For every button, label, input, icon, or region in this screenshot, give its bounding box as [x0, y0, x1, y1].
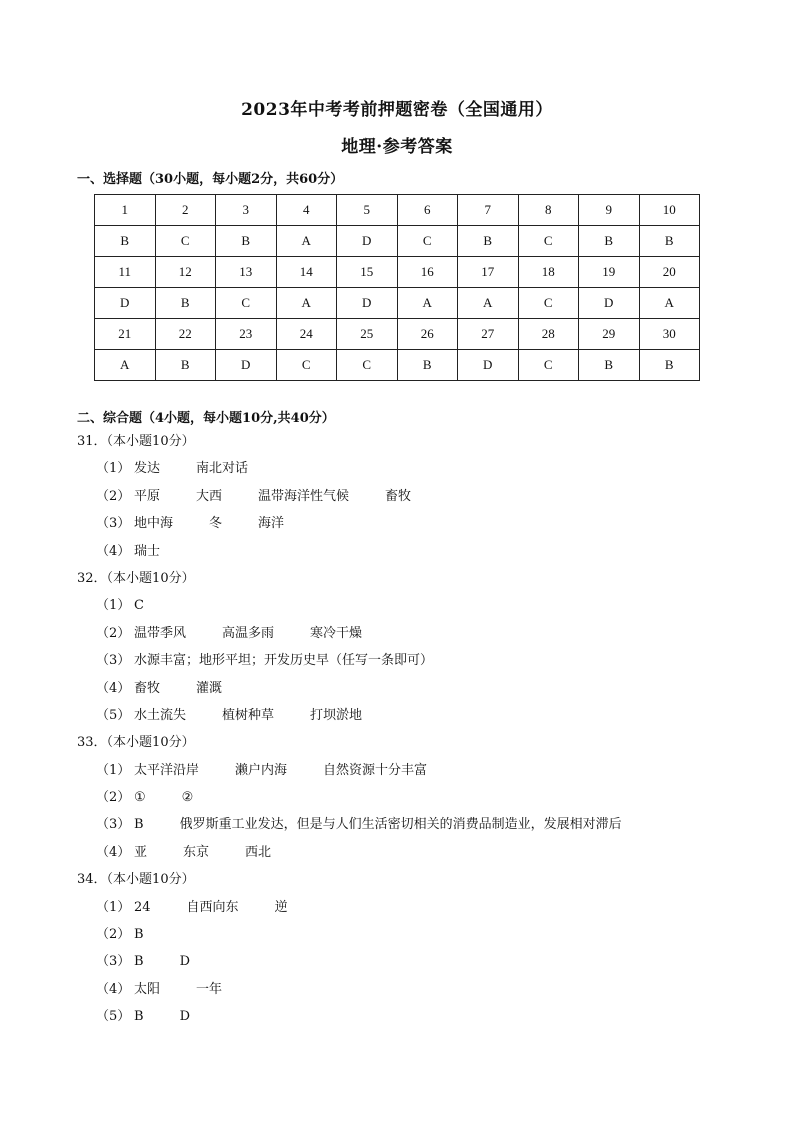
part-label: （2）: [96, 790, 131, 806]
question-number-cell: 3: [216, 195, 277, 226]
question-number-cell: 30: [639, 319, 700, 350]
answer-cell: B: [95, 226, 156, 257]
answer-cell: C: [518, 350, 579, 381]
answer-text: 畜牧: [134, 680, 161, 696]
answer-text: B: [134, 954, 144, 970]
answer-cell: B: [155, 350, 216, 381]
answer-cell: A: [397, 288, 458, 319]
part-label: （5）: [96, 1009, 131, 1025]
question-number-cell: 27: [458, 319, 519, 350]
answer-cell: B: [458, 226, 519, 257]
answer-text: 瑞士: [134, 543, 161, 559]
answer-line: [77, 789, 767, 816]
question-number-cell: 22: [155, 319, 216, 350]
answer-cell: C: [518, 226, 579, 257]
part-label: （1）: [96, 461, 131, 477]
answer-line: [77, 597, 767, 624]
question-number-cell: 6: [397, 195, 458, 226]
answer-text: 大西: [196, 488, 223, 504]
question-number-cell: 8: [518, 195, 579, 226]
answer-text: 水源丰富；地形平坦；开发历史早（任写一条即可）: [134, 653, 434, 669]
answer-text: 24: [134, 899, 151, 915]
answer-line: [77, 926, 767, 953]
question-number-cell: 14: [276, 257, 337, 288]
answer-cell: C: [276, 350, 337, 381]
question-heading: 33．（本小题10分）: [77, 735, 195, 751]
answer-line: [77, 543, 767, 570]
question-number-cell: 15: [337, 257, 398, 288]
question-number-cell: 17: [458, 257, 519, 288]
part-label: （1）: [96, 762, 131, 778]
answer-text: 俄罗斯重工业发达，但是与人们生活密切相关的消费品制造业，发展相对滞后: [179, 817, 622, 833]
answer-line: [77, 680, 767, 707]
question-number-cell: 25: [337, 319, 398, 350]
answer-text: 太平洋沿岸: [134, 762, 200, 778]
answer-cell: D: [579, 288, 640, 319]
answer-cell: B: [216, 226, 277, 257]
answer-text: D: [179, 1009, 190, 1025]
answer-line: [77, 652, 767, 679]
answer-cell: C: [337, 350, 398, 381]
answer-text: 寒冷干燥: [310, 625, 363, 641]
answer-text: C: [134, 598, 144, 614]
answer-cell: A: [95, 350, 156, 381]
part-label: （5）: [96, 707, 131, 723]
answer-cell: B: [579, 226, 640, 257]
part-label: （4）: [96, 844, 131, 860]
answer-line: [77, 625, 767, 652]
part-label: （3）: [96, 516, 131, 532]
answer-text: 太阳: [134, 981, 161, 997]
answer-cell: B: [639, 350, 700, 381]
answer-text: B: [134, 927, 144, 943]
answer-line: [77, 899, 767, 926]
answer-text: 发达: [134, 461, 161, 477]
answer-line: [77, 816, 767, 843]
question-number-cell: 29: [579, 319, 640, 350]
answer-text: 温带海洋性气候: [258, 488, 350, 504]
question-number-cell: 4: [276, 195, 337, 226]
question-number-row: [95, 257, 700, 288]
question-number-cell: 5: [337, 195, 398, 226]
answer-text: 西北: [245, 844, 272, 860]
answer-line: [77, 460, 767, 487]
part-label: （4）: [96, 680, 131, 696]
answer-text: 南北对话: [196, 461, 249, 477]
question-heading: 32．（本小题10分）: [77, 570, 195, 586]
part-label: （1）: [96, 598, 131, 614]
answer-cell: A: [276, 288, 337, 319]
answer-cell: D: [458, 350, 519, 381]
comprehensive-answers: [77, 433, 767, 1036]
answer-cell: C: [155, 226, 216, 257]
part-label: （3）: [96, 954, 131, 970]
section1-heading: 一、选择题（30小题，每小题2分，共60分）: [77, 172, 344, 187]
choice-answer-table: [94, 194, 700, 381]
part-label: （2）: [96, 927, 131, 943]
question-number-cell: 2: [155, 195, 216, 226]
answer-cell: D: [95, 288, 156, 319]
answer-text: 温带季风: [134, 625, 187, 641]
answer-text: 濑户内海: [235, 762, 288, 778]
question-number-cell: 19: [579, 257, 640, 288]
answer-line: [77, 953, 767, 980]
part-label: （4）: [96, 543, 131, 559]
answer-cell: A: [639, 288, 700, 319]
answer-cell: A: [458, 288, 519, 319]
answer-text: ①: [134, 790, 146, 806]
answer-text: 东京: [183, 844, 210, 860]
answer-text: 高温多雨: [222, 625, 275, 641]
answer-row: [95, 288, 700, 319]
answer-text: 打坝淤地: [310, 707, 363, 723]
question-number-cell: 16: [397, 257, 458, 288]
question-number-cell: 24: [276, 319, 337, 350]
question-heading: 34．（本小题10分）: [77, 872, 195, 888]
answer-text: 冬: [209, 516, 223, 532]
answer-line: [77, 515, 767, 542]
answer-text: 海洋: [258, 516, 285, 532]
question-number-cell: 11: [95, 257, 156, 288]
answer-line: [77, 844, 767, 871]
question-number-cell: 18: [518, 257, 579, 288]
section2-heading: 二、综合题（4小题，每小题10分,共40分）: [77, 411, 335, 426]
answer-cell: B: [639, 226, 700, 257]
answer-text: B: [134, 817, 144, 833]
answer-cell: D: [216, 350, 277, 381]
question-number-cell: 23: [216, 319, 277, 350]
answer-cell: C: [518, 288, 579, 319]
answer-line: [77, 488, 767, 515]
question-number-cell: 12: [155, 257, 216, 288]
answer-row: [95, 226, 700, 257]
part-label: （4）: [96, 981, 131, 997]
answer-text: 亚: [134, 844, 148, 860]
question-number-cell: 20: [639, 257, 700, 288]
answer-cell: C: [397, 226, 458, 257]
answer-row: [95, 350, 700, 381]
question-number-cell: 21: [95, 319, 156, 350]
answer-text: 平原: [134, 488, 161, 504]
question-number-row: [95, 319, 700, 350]
question-number-cell: 9: [579, 195, 640, 226]
answer-text: ②: [181, 790, 194, 806]
answer-cell: B: [579, 350, 640, 381]
answer-line: [77, 981, 767, 1008]
answer-cell: B: [155, 288, 216, 319]
part-label: （2）: [96, 625, 131, 641]
answer-text: 植树种草: [222, 707, 275, 723]
answer-text: 自然资源十分丰富: [323, 762, 428, 778]
question-heading: 31．（本小题10分）: [77, 434, 195, 449]
answer-text: D: [179, 954, 190, 970]
answer-text: B: [134, 1009, 144, 1025]
part-label: （1）: [96, 899, 131, 915]
answer-text: 地中海: [134, 516, 174, 532]
answer-cell: A: [276, 226, 337, 257]
question-number-cell: 1: [95, 195, 156, 226]
answer-line: [77, 762, 767, 789]
question-number-cell: 13: [216, 257, 277, 288]
answer-text: 一年: [196, 981, 223, 997]
answer-line: [77, 707, 767, 734]
answer-text: 水土流失: [134, 707, 187, 723]
question-number-cell: 26: [397, 319, 458, 350]
document-title: 2023年中考考前押题密卷（全国通用）: [241, 100, 553, 120]
question-number-cell: 7: [458, 195, 519, 226]
answer-text: 自西向东: [186, 899, 239, 915]
answer-cell: D: [337, 226, 398, 257]
document-subtitle: 地理·参考答案: [341, 137, 453, 157]
question-number-row: [95, 195, 700, 226]
question-number-cell: 10: [639, 195, 700, 226]
answer-cell: C: [216, 288, 277, 319]
answer-cell: D: [337, 288, 398, 319]
answer-text: 灌溉: [196, 680, 223, 696]
part-label: （3）: [96, 817, 131, 833]
part-label: （3）: [96, 653, 131, 669]
answer-text: 逆: [274, 899, 288, 915]
answer-text: 畜牧: [385, 488, 412, 504]
part-label: （2）: [96, 488, 131, 504]
answer-cell: B: [397, 350, 458, 381]
answer-line: [77, 1008, 767, 1035]
question-number-cell: 28: [518, 319, 579, 350]
